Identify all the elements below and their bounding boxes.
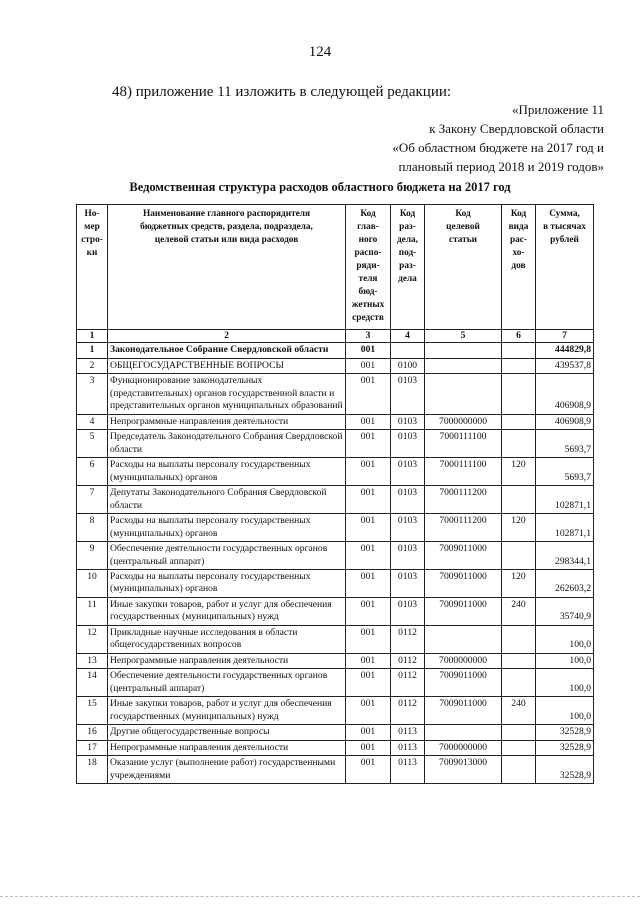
item-name: Непрограммные направления деятельности: [108, 740, 346, 755]
row-number: 2: [77, 358, 108, 373]
item-name: Обеспечение деятельности государственных органов (центральный аппарат): [108, 669, 346, 697]
expense-code: [502, 740, 536, 755]
section-code: 0103: [391, 458, 425, 486]
appendix-line: к Закону Свердловской области: [429, 121, 604, 136]
item-name: Председатель Законодательного Собрания Свердловской области: [108, 430, 346, 458]
target-code: 7009011000: [425, 597, 502, 625]
sum-value: 406908,9: [536, 374, 594, 414]
expense-code: [502, 625, 536, 653]
section-code: 0103: [391, 597, 425, 625]
gr-code: 001: [346, 358, 391, 373]
gr-code: 001: [346, 374, 391, 414]
section-code: 0103: [391, 569, 425, 597]
appendix-header: [392, 100, 604, 176]
column-number: 7: [536, 330, 594, 343]
gr-code: 001: [346, 756, 391, 784]
row-number: 6: [77, 458, 108, 486]
column-number: 3: [346, 330, 391, 343]
appendix-line: «Приложение 11: [511, 102, 604, 117]
expense-code: [502, 430, 536, 458]
row-number: 3: [77, 374, 108, 414]
item-name: Оказание услуг (выполнение работ) государственными учреждениями: [108, 756, 346, 784]
sum-value: 100,0: [536, 669, 594, 697]
page-number: 124: [308, 44, 332, 60]
section-code: 0103: [391, 486, 425, 514]
table-row: [77, 725, 594, 740]
target-code: 7000000000: [425, 740, 502, 755]
expense-code: [502, 725, 536, 740]
row-number: 7: [77, 486, 108, 514]
expense-code: 120: [502, 458, 536, 486]
row-number: 1: [77, 343, 108, 358]
target-code: 7009011000: [425, 569, 502, 597]
gr-code: 001: [346, 597, 391, 625]
item-name: Обеспечение деятельности государственных органов (центральный аппарат): [108, 542, 346, 570]
section-code: [391, 343, 425, 358]
target-code: 7000111200: [425, 486, 502, 514]
target-code: 7000000000: [425, 414, 502, 429]
gr-code: 001: [346, 625, 391, 653]
header-section-code: Код раз- дела, под- раз- дела: [391, 205, 425, 330]
gr-code: 001: [346, 458, 391, 486]
header-expense-code: Код вида рас- хо- дов: [502, 205, 536, 330]
table-row: [77, 514, 594, 542]
column-number: 1: [77, 330, 108, 343]
target-code: [425, 725, 502, 740]
table-row: [77, 697, 594, 725]
gr-code: 001: [346, 542, 391, 570]
target-code: [425, 343, 502, 358]
target-code: 7009011000: [425, 669, 502, 697]
expense-code: [502, 486, 536, 514]
sum-value: 35740,9: [536, 597, 594, 625]
gr-code: 001: [346, 740, 391, 755]
sum-value: 5693,7: [536, 458, 594, 486]
item-name: Функционирование законодательных (представительных) органов государственной власти и представительных органов муниципальных образований: [108, 374, 346, 414]
expense-code: 120: [502, 514, 536, 542]
target-code: 7009011000: [425, 697, 502, 725]
column-number: 6: [502, 330, 536, 343]
table-row: [77, 486, 594, 514]
gr-code: 001: [346, 569, 391, 597]
column-number-row: [77, 330, 594, 343]
table-row: [77, 358, 594, 373]
row-number: 5: [77, 430, 108, 458]
section-code: 0103: [391, 430, 425, 458]
expense-code: 120: [502, 569, 536, 597]
expense-code: [502, 358, 536, 373]
target-code: [425, 374, 502, 414]
expense-code: [502, 343, 536, 358]
expense-code: 240: [502, 597, 536, 625]
sum-value: 32528,9: [536, 725, 594, 740]
target-code: [425, 358, 502, 373]
item-name: ОБЩЕГОСУДАРСТВЕННЫЕ ВОПРОСЫ: [108, 358, 346, 373]
sum-value: 100,0: [536, 653, 594, 668]
section-code: 0103: [391, 414, 425, 429]
expense-code: [502, 756, 536, 784]
gr-code: 001: [346, 697, 391, 725]
header-gr-code: Код глав- ного распо- ряди- теля бюд- жетных средств: [346, 205, 391, 330]
gr-code: 001: [346, 653, 391, 668]
row-number: 16: [77, 725, 108, 740]
appendix-line: плановый период 2018 и 2019 годов»: [398, 159, 604, 174]
sum-value: 102871,1: [536, 486, 594, 514]
section-code: 0112: [391, 653, 425, 668]
row-number: 15: [77, 697, 108, 725]
table-row: [77, 756, 594, 784]
row-number: 14: [77, 669, 108, 697]
section-code: 0113: [391, 725, 425, 740]
item-name: Непрограммные направления деятельности: [108, 414, 346, 429]
item-name: Иные закупки товаров, работ и услуг для обеспечения государственных (муниципальных) нужд: [108, 597, 346, 625]
gr-code: 001: [346, 514, 391, 542]
expense-code: [502, 414, 536, 429]
gr-code: 001: [346, 486, 391, 514]
header-row-number: Но- мер стро- ки: [77, 205, 108, 330]
sum-value: 32528,9: [536, 740, 594, 755]
section-code: 0100: [391, 358, 425, 373]
table-row: [77, 542, 594, 570]
budget-table: [76, 204, 594, 784]
sum-value: 100,0: [536, 697, 594, 725]
table-row: [77, 653, 594, 668]
sum-value: 298344,1: [536, 542, 594, 570]
item-name: Прикладные научные исследования в области общегосударственных вопросов: [108, 625, 346, 653]
target-code: [425, 625, 502, 653]
row-number: 4: [77, 414, 108, 429]
target-code: 7009013000: [425, 756, 502, 784]
gr-code: 001: [346, 414, 391, 429]
table-row: [77, 458, 594, 486]
row-number: 10: [77, 569, 108, 597]
section-code: 0112: [391, 669, 425, 697]
appendix-line: «Об областном бюджете на 2017 год и: [392, 140, 604, 155]
intro-text: 48) приложение 11 изложить в следующей редакции:: [112, 84, 452, 100]
row-number: 12: [77, 625, 108, 653]
expense-code: [502, 653, 536, 668]
item-name: Расходы на выплаты персоналу государственных (муниципальных) органов: [108, 458, 346, 486]
table-row: [77, 669, 594, 697]
table-row: [77, 597, 594, 625]
table-header-row: [77, 205, 594, 330]
table-row: [77, 740, 594, 755]
target-code: 7000111100: [425, 430, 502, 458]
footer-divider: [0, 896, 640, 897]
column-number: 2: [108, 330, 346, 343]
table-row: [77, 430, 594, 458]
item-name: Расходы на выплаты персоналу государственных (муниципальных) органов: [108, 514, 346, 542]
expense-code: [502, 669, 536, 697]
row-number: 8: [77, 514, 108, 542]
sum-value: 262603,2: [536, 569, 594, 597]
table-row: [77, 343, 594, 358]
table-row: [77, 569, 594, 597]
row-number: 13: [77, 653, 108, 668]
gr-code: 001: [346, 725, 391, 740]
header-sum: Сумма, в тысячах рублей: [536, 205, 594, 330]
item-name: Иные закупки товаров, работ и услуг для обеспечения государственных (муниципальных) нужд: [108, 697, 346, 725]
sum-value: 444829,8: [536, 343, 594, 358]
item-name: Законодательное Собрание Свердловской области: [108, 343, 346, 358]
row-number: 11: [77, 597, 108, 625]
expense-code: [502, 542, 536, 570]
sum-value: 100,0: [536, 625, 594, 653]
section-code: 0103: [391, 374, 425, 414]
section-code: 0113: [391, 756, 425, 784]
target-code: 7000111100: [425, 458, 502, 486]
item-name: Расходы на выплаты персоналу государственных (муниципальных) органов: [108, 569, 346, 597]
table-row: [77, 374, 594, 414]
section-code: 0103: [391, 514, 425, 542]
section-code: 0103: [391, 542, 425, 570]
header-name: Наименование главного распорядителя бюджетных средств, раздела, подраздела, целевой статьи или вида расходов: [108, 205, 346, 330]
target-code: 7000111200: [425, 514, 502, 542]
sum-value: 406908,9: [536, 414, 594, 429]
expense-code: 240: [502, 697, 536, 725]
row-number: 17: [77, 740, 108, 755]
section-code: 0112: [391, 625, 425, 653]
document-title: Ведомственная структура расходов областного бюджета на 2017 год: [129, 180, 511, 194]
item-name: Другие общегосударственные вопросы: [108, 725, 346, 740]
gr-code: 001: [346, 343, 391, 358]
section-code: 0112: [391, 697, 425, 725]
table-row: [77, 414, 594, 429]
gr-code: 001: [346, 669, 391, 697]
column-number: 5: [425, 330, 502, 343]
sum-value: 32528,9: [536, 756, 594, 784]
sum-value: 102871,1: [536, 514, 594, 542]
section-code: 0113: [391, 740, 425, 755]
column-number: 4: [391, 330, 425, 343]
gr-code: 001: [346, 430, 391, 458]
sum-value: 439537,8: [536, 358, 594, 373]
target-code: 7000000000: [425, 653, 502, 668]
row-number: 9: [77, 542, 108, 570]
header-target-code: Код целевой статьи: [425, 205, 502, 330]
sum-value: 5693,7: [536, 430, 594, 458]
table-row: [77, 625, 594, 653]
row-number: 18: [77, 756, 108, 784]
target-code: 7009011000: [425, 542, 502, 570]
item-name: Депутаты Законодательного Собрания Свердловской области: [108, 486, 346, 514]
item-name: Непрограммные направления деятельности: [108, 653, 346, 668]
expense-code: [502, 374, 536, 414]
